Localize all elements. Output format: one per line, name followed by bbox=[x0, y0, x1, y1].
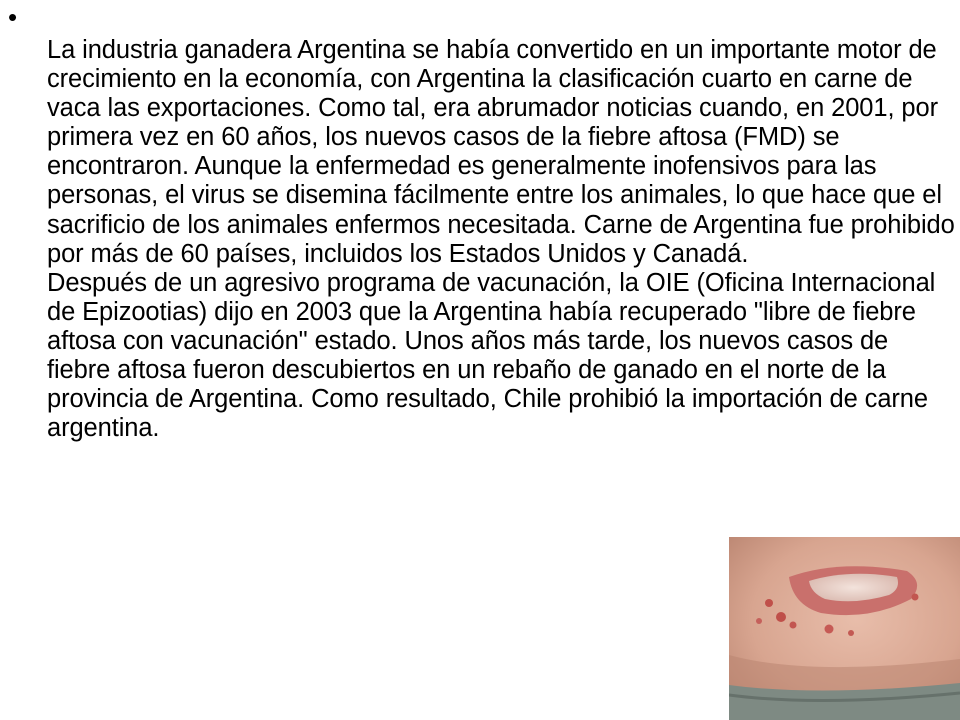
lesion-dot bbox=[776, 612, 786, 622]
lesion-dot bbox=[825, 625, 834, 634]
lesion-dot bbox=[765, 599, 773, 607]
lesion-dot bbox=[790, 622, 797, 629]
lesion-dot bbox=[756, 618, 762, 624]
paragraph-1: La industria ganadera Argentina se había convertido en un importante motor de crecimiento en la economía, con Argentina la clasificación cuarto en carne de vaca las exportaciones. Como tal, era abrumador noticias cuando, en 2001, por primera vez en 60 años, los nuevos casos de la fiebre aftosa (FMD) se encontraron. Aunque la enfermedad es generalmente inofensivos para las personas, el virus se disemina fácilmente entre los animales, lo que hace que el sacrificio de los animales enfermos necesitada. Carne de Argentina fue prohibido por más de 60 países, incluidos los Estados Unidos y Canadá. bbox=[47, 36, 955, 268]
lesion-dot bbox=[848, 630, 854, 636]
child-mouth-photo bbox=[729, 537, 960, 720]
bullet-marker: • bbox=[8, 2, 18, 32]
photo-illustration bbox=[729, 537, 960, 720]
slide-body-text bbox=[47, 36, 955, 443]
paragraph-2: Después de un agresivo programa de vacunación, la OIE (Oficina Internacional de Epizootias) dijo en 2003 que la Argentina había recuperado "libre de fiebre aftosa con vacunación" estado. Unos años más tarde, los nuevos casos de fiebre aftosa fueron descubiertos en un rebaño de ganado en el norte de la provincia de Argentina. Como resultado, Chile prohibió la importación de carne argentina. bbox=[47, 268, 936, 443]
lesion-dot bbox=[912, 594, 919, 601]
